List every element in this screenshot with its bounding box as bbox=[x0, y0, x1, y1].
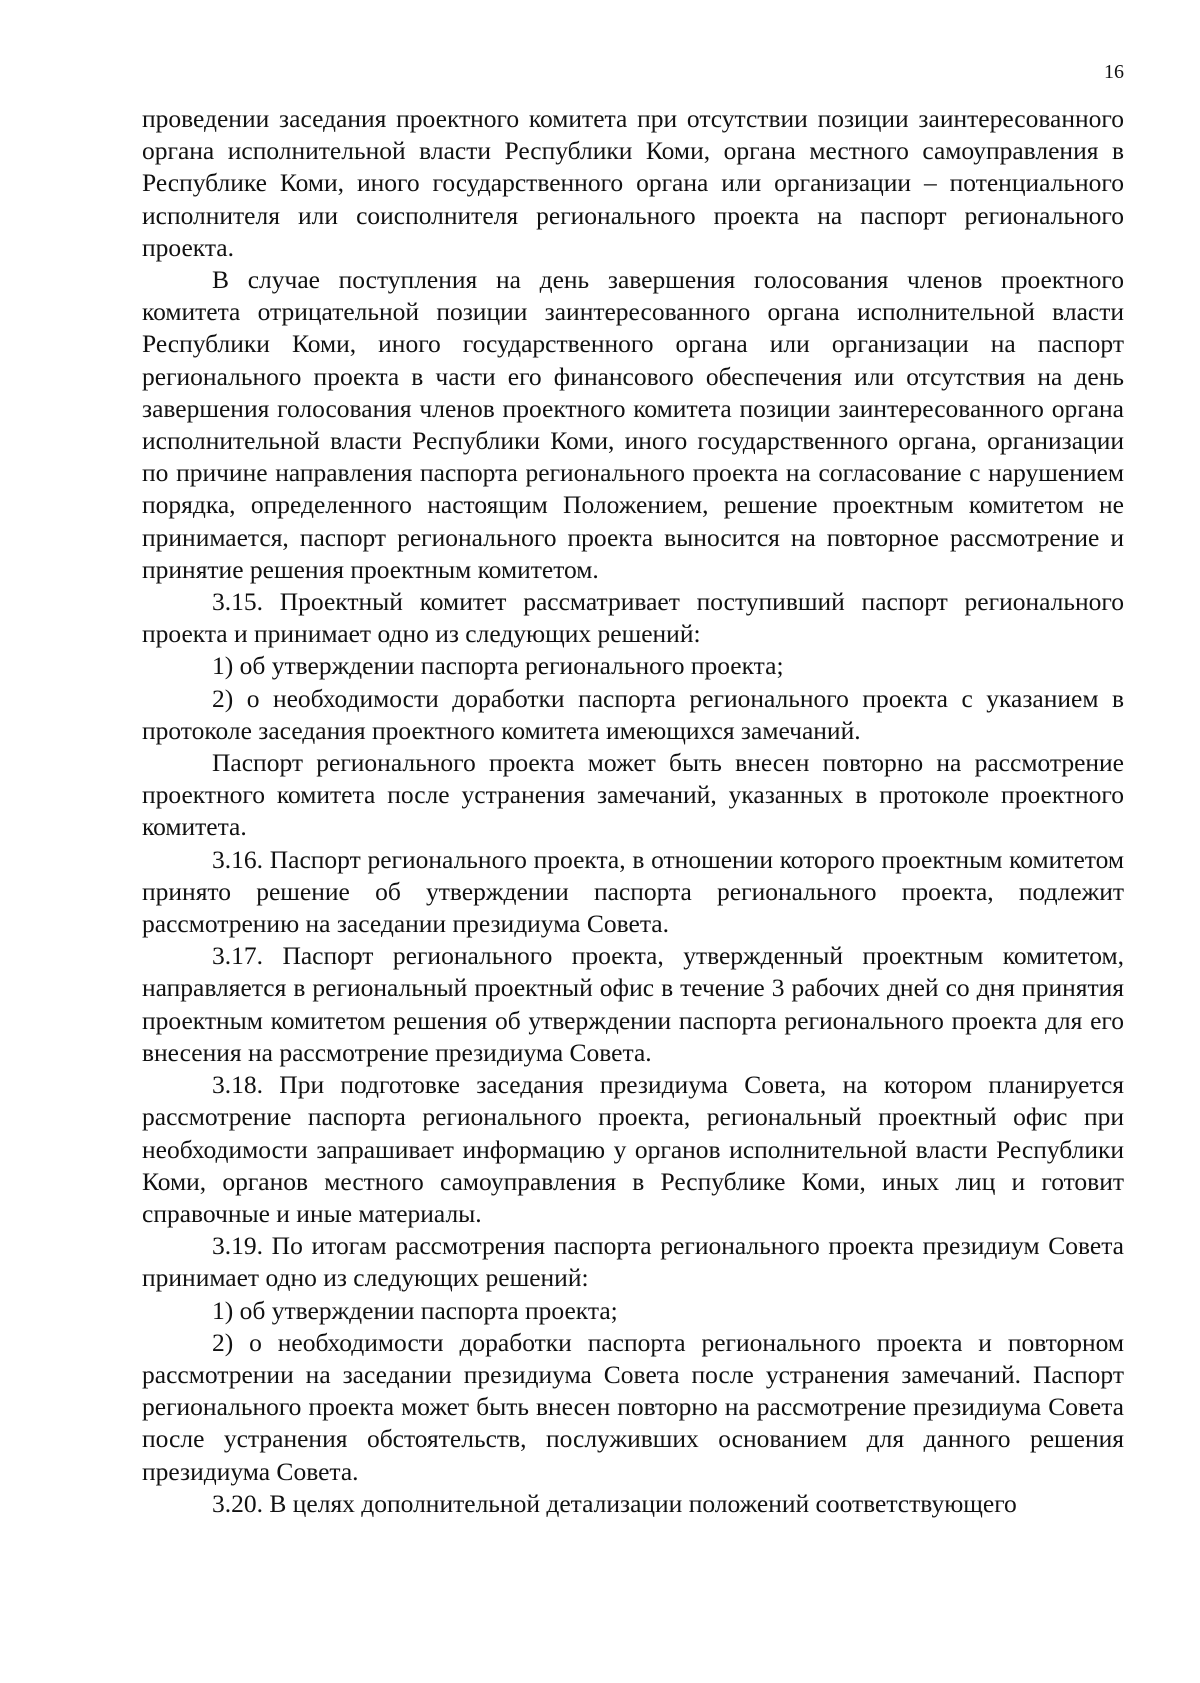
paragraph: 3.15. Проектный комитет рассматривает поступивший паспорт регионального проекта и принимает одно из следующих решений: bbox=[142, 587, 1124, 649]
page-number: 16 bbox=[1104, 61, 1124, 83]
paragraph: В случае поступления на день завершения голосования членов проектного комитета отрицательной позиции заинтересованного органа исполнительной власти Республики Коми, иного государственного органа или организации на паспорт регионального проекта в части его финансового обеспечения или отсутствия на день завершения голосования членов проектного комитета позиции заинтересованного органа исполнительной власти Республики Коми, иного государственного органа, организации по причине направления паспорта регионального проекта на согласование с нарушением порядка, определенного настоящим Положением, решение проектным комитетом не принимается, паспорт регионального проекта выносится на повторное рассмотрение и принятие решения проектным комитетом. bbox=[142, 265, 1124, 584]
list-item: 1) об утверждении паспорта проекта; bbox=[212, 1295, 618, 1325]
list-item: 1) об утверждении паспорта регионального проекта; bbox=[212, 651, 784, 681]
document-body bbox=[142, 103, 1124, 1520]
paragraph: Паспорт регионального проекта может быть внесен повторно на рассмотрение проектного комитета после устранения замечаний, указанных в протоколе проектного комитета. bbox=[142, 748, 1124, 842]
paragraph: 3.18. При подготовке заседания президиума Совета, на котором планируется рассмотрение паспорта регионального проекта, региональный проектный офис при необходимости запрашивает информацию у органов исполнительной власти Республики Коми, органов местного самоуправления в Республике Коми, иных лиц и готовит справочные и иные материалы. bbox=[142, 1070, 1124, 1228]
list-item: 2) о необходимости доработки паспорта регионального проекта и повторном рассмотрении на заседании президиума Совета после устранения замечаний. Паспорт регионального проекта может быть внесен повторно на рассмотрение президиума Совета после устранения обстоятельств, послуживших основанием для данного решения президиума Совета. bbox=[142, 1327, 1124, 1486]
paragraph: 3.16. Паспорт регионального проекта, в отношении которого проектным комитетом принято решение об утверждении паспорта регионального проекта, подлежит рассмотрению на заседании президиума Совета. bbox=[142, 844, 1124, 939]
paragraph: 3.19. По итогам рассмотрения паспорта регионального проекта президиум Совета принимает одно из следующих решений: bbox=[142, 1231, 1124, 1293]
paragraph: 3.20. В целях дополнительной детализации положений соответствующего bbox=[212, 1488, 1017, 1518]
list-item: 2) о необходимости доработки паспорта регионального проекта с указанием в протоколе заседания проектного комитета имеющихся замечаний. bbox=[142, 683, 1124, 745]
paragraph: 3.17. Паспорт регионального проекта, утвержденный проектным комитетом, направляется в региональный проектный офис в течение 3 рабочих дней со дня принятия проектным комитетом решения об утверждении паспорта регионального проекта для его внесения на рассмотрение президиума Совета. bbox=[142, 941, 1124, 1067]
paragraph: проведении заседания проектного комитета при отсутствии позиции заинтересованного органа исполнительной власти Республики Коми, органа местного самоуправления в Республике Коми, иного государственного органа или организации – потенциального исполнителя или соисполнителя регионального проекта на паспорт регионального проекта. bbox=[142, 104, 1124, 262]
